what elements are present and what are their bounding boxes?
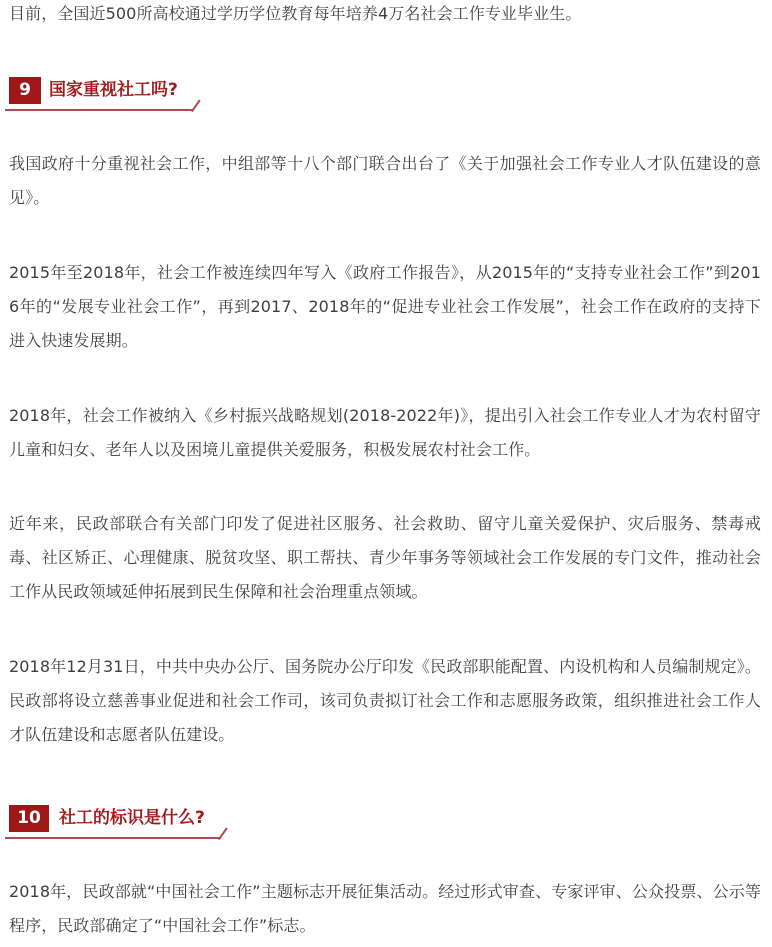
section-underline [5,109,193,111]
section-9-paragraph-3: 2018年，社会工作被纳入《乡村振兴战略规划(2018-2022年)》，提出引入社会工作专业人才为农村留守儿童和妇女、老年人以及困境儿童提供关爱服务，积极发展农村社会工作。 [9,406,761,459]
section-9-paragraph-2: 2015年至2018年，社会工作被连续四年写入《政府工作报告》，从2015年的“支持专业社会工作”到2016年的“发展专业社会工作”，再到2017、2018年的“促进专业社会工作发展”，社会工作在政府的支持下进入快速发展期。 [9,263,761,350]
section-header-9 [5,73,197,111]
section-title: 国家重视社工吗? [49,80,178,100]
section-9-paragraph-5: 2018年12月31日，中共中央办公厅、国务院办公厅印发《民政部职能配置、内设机构和人员编制规定》。民政部将设立慈善事业促进和社会工作司，该司负责拟订社会工作和志愿服务政策，组织推进社会工作人才队伍建设和志愿者队伍建设。 [9,657,761,744]
section-underline-slash [218,828,228,841]
section-number-badge: 10 [9,805,49,832]
section-number-badge: 9 [9,77,41,104]
section-header-10 [5,801,227,839]
intro-paragraph: 目前，全国近500所高校通过学历学位教育每年培养4万名社会工作专业毕业生。 [9,4,582,23]
section-underline-slash [191,100,201,113]
section-title: 社工的标识是什么? [59,808,205,828]
section-9-paragraph-4: 近年来，民政部联合有关部门印发了促进社区服务、社会救助、留守儿童关爱保护、灾后服务、禁毒戒毒、社区矫正、心理健康、脱贫攻坚、职工帮扶、青少年事务等领域社会工作发展的专门文件，推动社会工作从民政领域延伸拓展到民生保障和社会治理重点领域。 [9,514,761,601]
section-underline [5,837,220,839]
section-9-paragraph-1: 我国政府十分重视社会工作，中组部等十八个部门联合出台了《关于加强社会工作专业人才队伍建设的意见》。 [9,154,761,207]
section-10-paragraph-1: 2018年，民政部就“中国社会工作”主题标志开展征集活动。经过形式审查、专家评审、公众投票、公示等程序，民政部确定了“中国社会工作”标志。 [9,882,761,935]
